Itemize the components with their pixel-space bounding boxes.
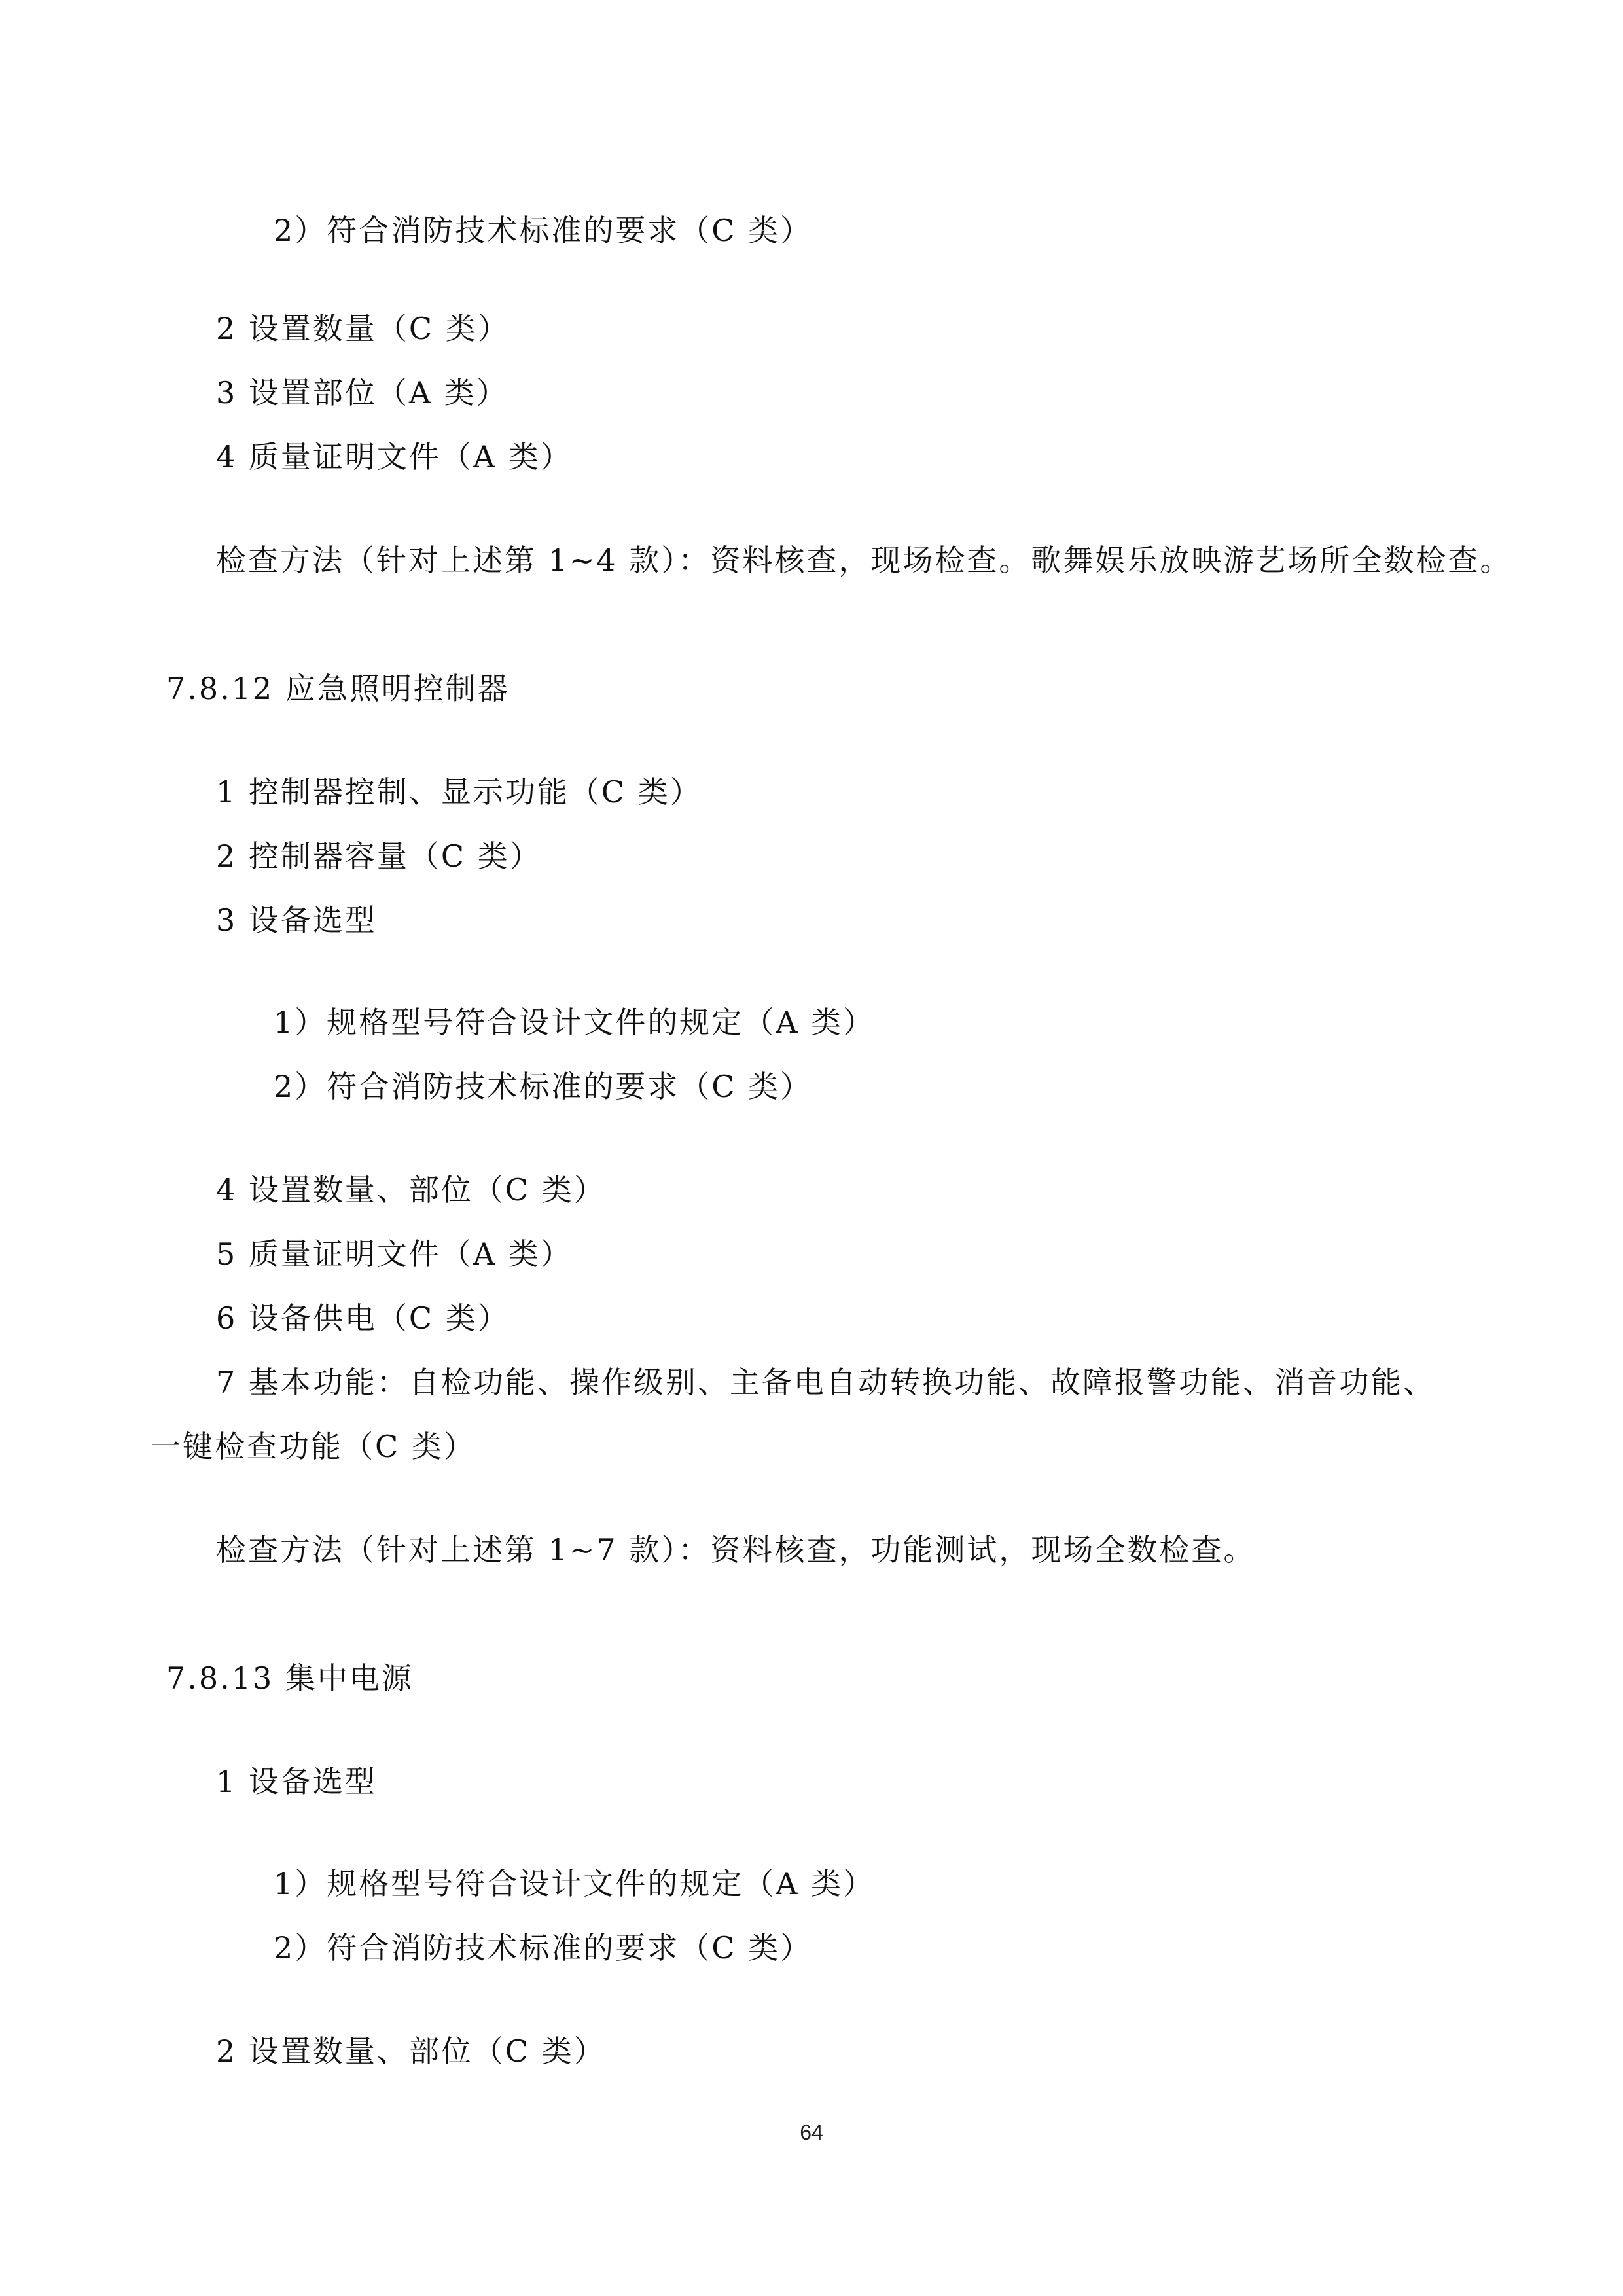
section-heading: 7.8.13 集中电源 bbox=[166, 1660, 414, 1696]
numbered-item-continuation: 一键检查功能（C 类） bbox=[151, 1429, 476, 1464]
numbered-item-line: 1 设备选型 bbox=[216, 1764, 377, 1799]
numbered-item-line: 3 设备选型 bbox=[216, 903, 377, 938]
numbered-item-line: 4 设置数量、部位（C 类） bbox=[216, 1172, 606, 1208]
numbered-item-line: 2 设置数量、部位（C 类） bbox=[216, 2034, 606, 2069]
numbered-item-line: 2 控制器容量（C 类） bbox=[216, 838, 542, 874]
numbered-item-line: 7 基本功能：自检功能、操作级别、主备电自动转换功能、故障报警功能、消音功能、 bbox=[216, 1365, 1435, 1400]
sub-item-line: 1）规格型号符合设计文件的规定（A 类） bbox=[274, 1005, 876, 1040]
inspection-method-line: 检查方法（针对上述第 1~7 款）：资料核查，功能测试，现场全数检查。 bbox=[216, 1532, 1256, 1568]
sub-item-line: 1）规格型号符合设计文件的规定（A 类） bbox=[274, 1866, 876, 1901]
numbered-item-line: 6 设备供电（C 类） bbox=[216, 1300, 510, 1336]
section-heading: 7.8.12 应急照明控制器 bbox=[166, 671, 510, 706]
numbered-item-line: 4 质量证明文件（A 类） bbox=[216, 439, 573, 475]
sub-item-line: 2）符合消防技术标准的要求（C 类） bbox=[274, 1069, 813, 1104]
numbered-item-line: 5 质量证明文件（A 类） bbox=[216, 1236, 573, 1272]
page-number: 64 bbox=[800, 2121, 823, 2144]
sub-item-line: 2）符合消防技术标准的要求（C 类） bbox=[274, 213, 813, 248]
numbered-item-line: 3 设置部位（A 类） bbox=[216, 375, 508, 410]
numbered-item-line: 2 设置数量（C 类） bbox=[216, 311, 510, 346]
numbered-item-line: 1 控制器控制、显示功能（C 类） bbox=[216, 774, 702, 810]
sub-item-line: 2）符合消防技术标准的要求（C 类） bbox=[274, 1930, 813, 1965]
inspection-method-line: 检查方法（针对上述第 1~4 款）：资料核查，现场检查。歌舞娱乐放映游艺场所全数检查。 bbox=[216, 543, 1512, 578]
